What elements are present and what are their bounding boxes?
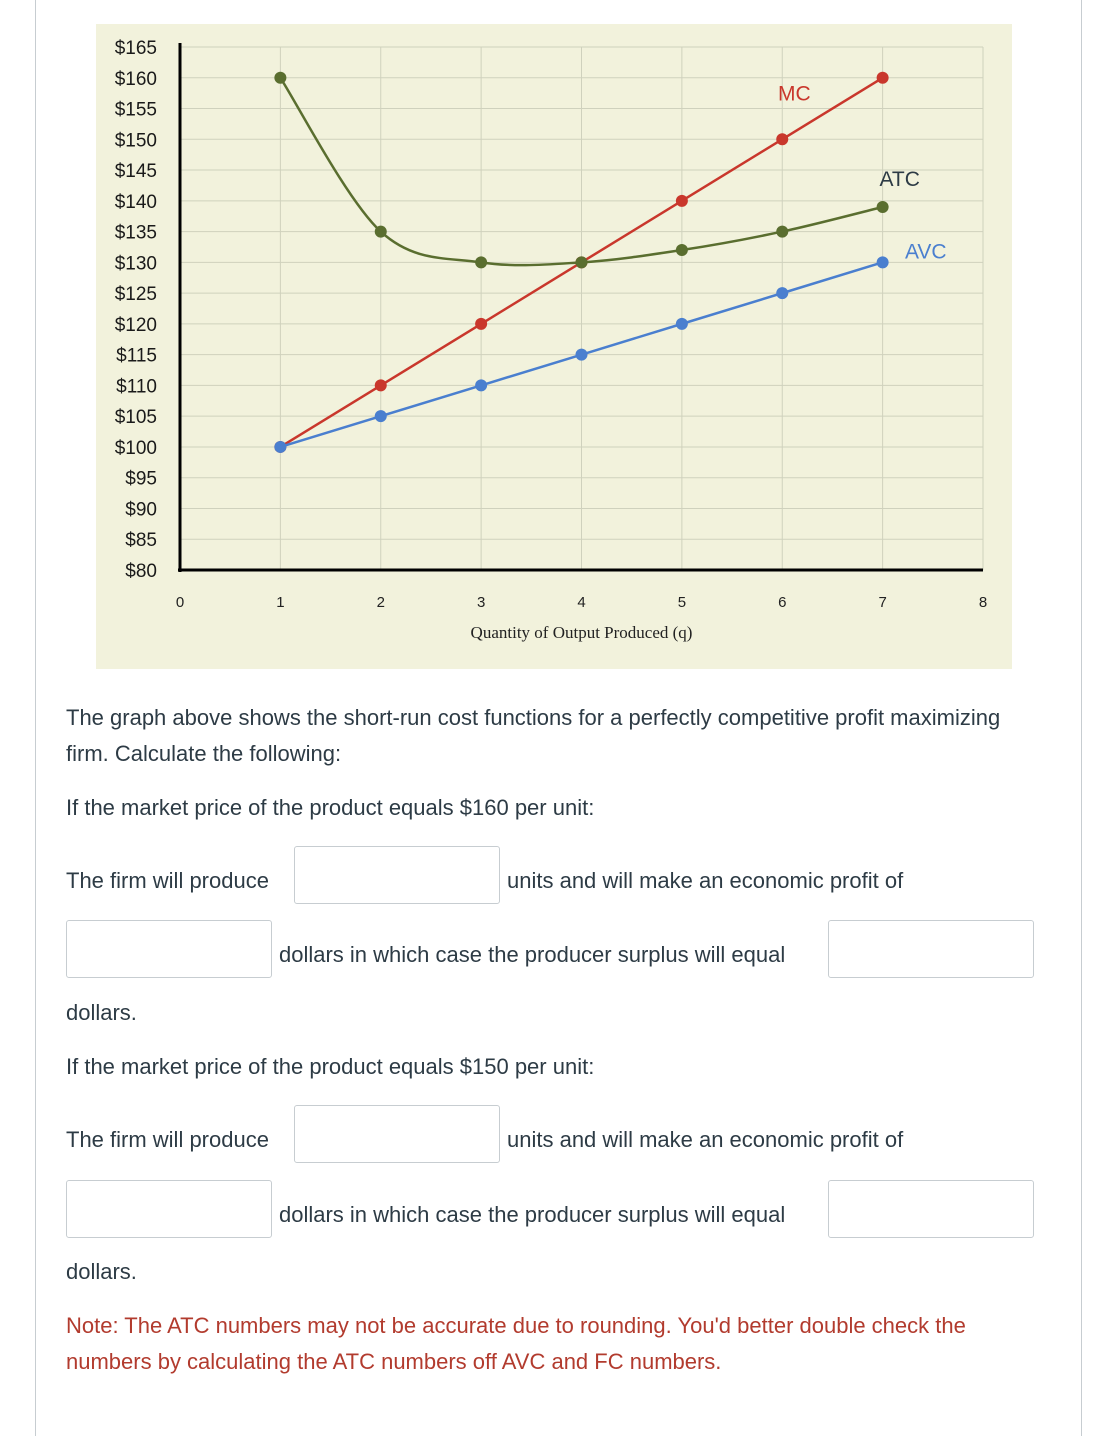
y-tick-label: $95 [125, 468, 157, 490]
part1-units-label: units and will make an economic profit of [507, 868, 904, 893]
y-tick-label: $150 [114, 130, 157, 152]
chart-canvas [96, 24, 1012, 669]
y-tick-label: $135 [114, 222, 157, 244]
y-tick-label: $145 [114, 161, 157, 183]
y-tick-label: $165 [114, 38, 157, 59]
cost-curves-chart [96, 24, 1012, 669]
avc-point [877, 256, 889, 268]
y-tick-label: $85 [125, 530, 157, 552]
x-tick-label: 0 [175, 594, 185, 611]
x-axis-label: Quantity of Output Produced (q) [470, 623, 693, 642]
atc-point [676, 244, 688, 256]
part1-prompt: If the market price of the product equals $160 per unit: [66, 795, 595, 820]
x-tick-label: 5 [677, 594, 687, 611]
avc-point [676, 318, 688, 330]
part1-quantity-input[interactable] [294, 846, 500, 904]
y-tick-label: $80 [125, 561, 157, 582]
rounding-note: Note: The ATC numbers may not be accurate due to rounding. You'd better double check the numbers by calculating the ATC numbers off AVC and FC numbers. [66, 1313, 966, 1374]
y-tick-label: $130 [114, 253, 157, 275]
y-tick-label: $110 [116, 376, 157, 398]
y-tick-label: $120 [114, 314, 157, 336]
avc-point [274, 441, 286, 453]
part1-profit-input[interactable] [66, 920, 272, 978]
atc-point [274, 72, 286, 84]
y-tick-label: $115 [116, 345, 157, 367]
y-tick-label: $90 [125, 499, 157, 521]
series-labels [778, 83, 947, 264]
y-tick-label: $160 [114, 68, 157, 90]
x-tick-label: 2 [376, 594, 385, 611]
mc-point [877, 72, 889, 84]
avc-point [475, 379, 487, 391]
content-border-right [1081, 0, 1082, 1436]
atc-point [776, 226, 788, 238]
part2-end-label: dollars. [66, 1259, 137, 1284]
x-tick-label: 1 [276, 594, 285, 611]
atc-label: ATC [879, 168, 920, 192]
part2-dollars-label: dollars in which case the producer surplus will equal [279, 1202, 786, 1227]
x-axis-ticks [176, 594, 987, 611]
x-tick-label: 4 [577, 594, 586, 611]
part2-surplus-input[interactable] [828, 1180, 1034, 1238]
mc-point [375, 379, 387, 391]
avc-point [375, 410, 387, 422]
mc-point [776, 133, 788, 145]
y-tick-label: $155 [114, 99, 157, 121]
y-axis-ticks [115, 38, 157, 582]
avc-point [776, 287, 788, 299]
mc-point [676, 195, 688, 207]
atc-point [576, 256, 588, 268]
y-tick-label: $140 [114, 191, 157, 213]
avc-point [576, 349, 588, 361]
chart-grid [180, 47, 983, 570]
mc-point [475, 318, 487, 330]
y-tick-label: $105 [114, 407, 157, 429]
content-border-left [35, 0, 36, 1436]
part1-produce-label: The firm will produce [66, 868, 269, 893]
mc-label: MC [777, 82, 811, 106]
avc-label: AVC [904, 240, 947, 264]
part2-prompt: If the market price of the product equals $150 per unit: [66, 1054, 595, 1079]
x-tick-label: 6 [778, 594, 787, 611]
x-tick-label: 3 [476, 594, 486, 611]
atc-point [375, 226, 387, 238]
y-tick-label: $125 [114, 284, 157, 306]
chart-axes [178, 43, 983, 572]
part1-dollars-label: dollars in which case the producer surplus will equal [279, 942, 786, 967]
question-intro: The graph above shows the short-run cost functions for a perfectly competitive profit maximizing firm. Calculate the following: [66, 705, 1001, 766]
atc-point [475, 256, 487, 268]
x-tick-label: 7 [878, 594, 887, 611]
part2-profit-input[interactable] [66, 1180, 272, 1238]
x-tick-label: 8 [978, 594, 988, 611]
y-tick-label: $100 [114, 437, 157, 459]
part1-end-label: dollars. [66, 1000, 137, 1025]
part2-produce-label: The firm will produce [66, 1127, 269, 1152]
part2-quantity-input[interactable] [294, 1105, 500, 1163]
part2-units-label: units and will make an economic profit of [507, 1127, 904, 1152]
part1-surplus-input[interactable] [828, 920, 1034, 978]
atc-point [877, 201, 889, 213]
